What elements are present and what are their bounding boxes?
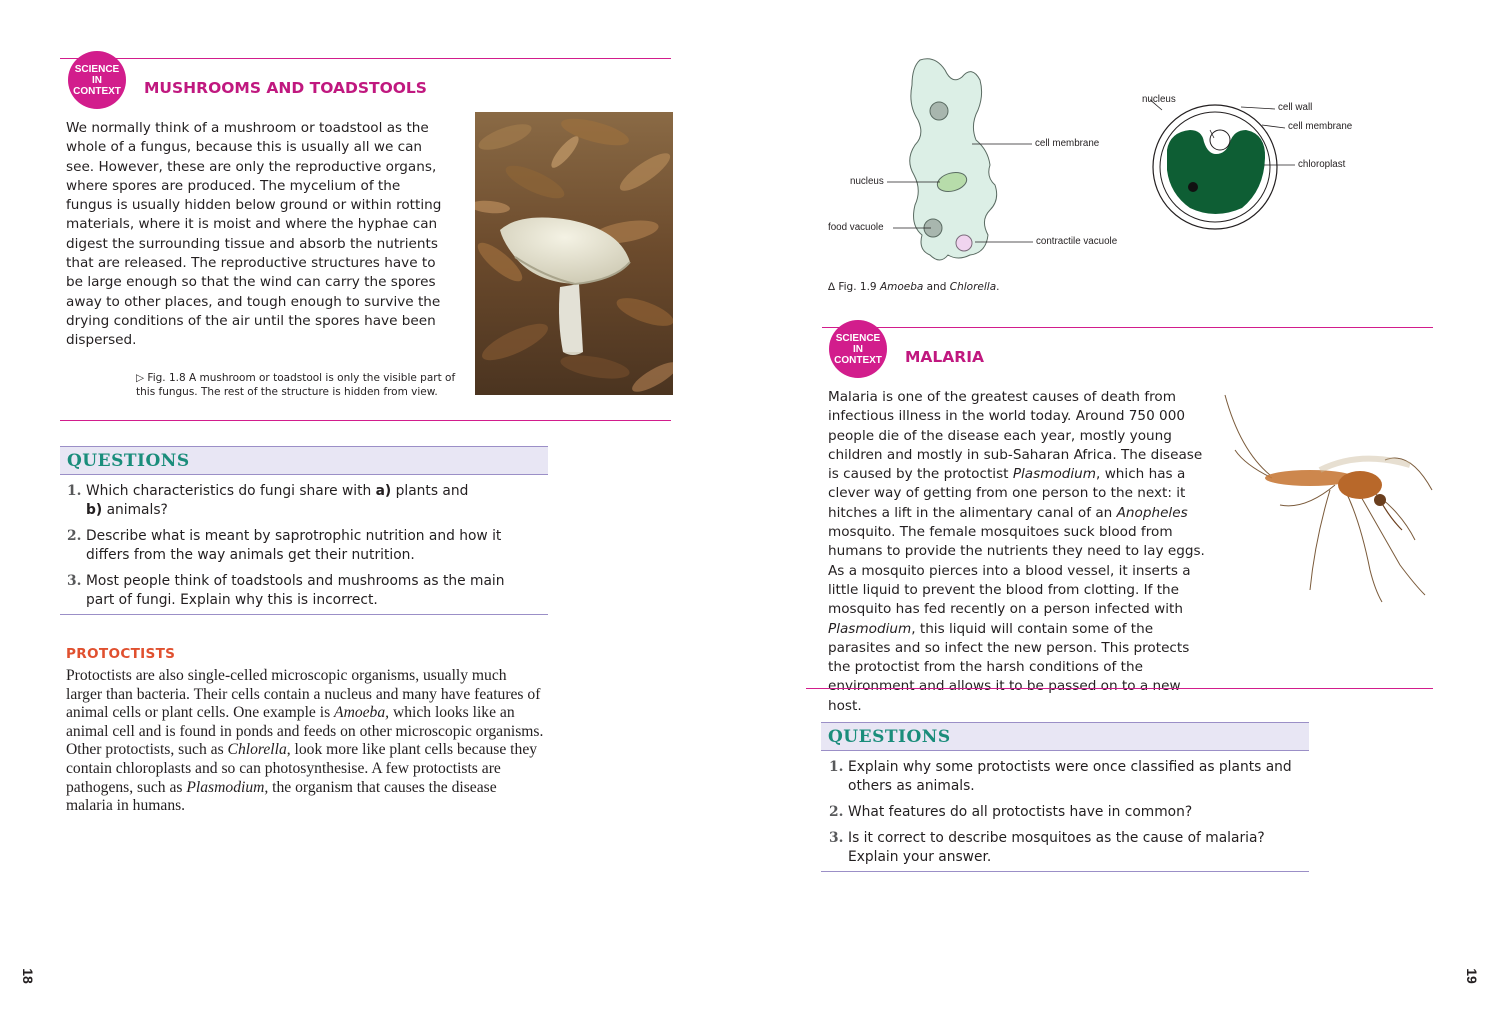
label-chlorella-cell-wall: cell wall bbox=[1278, 102, 1313, 113]
questions-list-left bbox=[67, 482, 537, 617]
question-2: 2. Describe what is meant by saprotrophic nutrition and how it differs from the way animals get their nutrition. bbox=[67, 528, 502, 563]
page-number-right: 19 bbox=[1463, 968, 1480, 984]
top-rule-left bbox=[60, 58, 671, 59]
science-in-context-badge: SCIENCE IN CONTEXT bbox=[68, 51, 126, 109]
question-1-right: 1. Explain why some protoctists were once classified as plants and others as animals. bbox=[829, 759, 1292, 794]
science-in-context-badge-malaria: SCIENCE IN CONTEXT bbox=[829, 320, 887, 378]
figure-1-8-caption: ▷ Fig. 1.8 A mushroom or toadstool is only the visible part of this fungus. The rest of the structure is hidden from view. bbox=[136, 372, 456, 398]
protoctists-paragraph: Protoctists are also single-celled microscopic organisms, usually much larger than bacteria. Their cells contain a nucleus and many have features of animal cells or plant cells. One example is Amoeba, which looks like an animal cell and is found in ponds and feeds on other microscopic organisms. Other protoctists, such as Chlorella, look more like plant cells because they contain chloroplasts and so can photosynthesise. A few protoctists are pathogens, such as Plasmodium, the organism that causes the disease malaria in humans. bbox=[66, 667, 544, 815]
label-chlorella-nucleus: nucleus bbox=[1142, 94, 1176, 105]
figure-1-9-caption: ∆ Fig. 1.9 Amoeba and Chlorella. bbox=[828, 281, 1000, 293]
amoeba-leader-lines bbox=[885, 135, 1035, 250]
top-rule-right bbox=[822, 327, 1433, 328]
label-amoeba-nucleus: nucleus bbox=[850, 176, 884, 187]
questions-list-right bbox=[829, 758, 1299, 874]
question-2-right: 2. What features do all protoctists have in common? bbox=[829, 804, 1193, 820]
section-title-malaria: MALARIA bbox=[905, 348, 984, 366]
questions-heading-left: QUESTIONS bbox=[60, 446, 548, 475]
mushroom-photo bbox=[475, 112, 673, 395]
bottom-rule-left bbox=[60, 420, 671, 421]
section-title-mushrooms: MUSHROOMS AND TOADSTOOLS bbox=[144, 79, 427, 97]
label-chlorella-cell-membrane: cell membrane bbox=[1288, 121, 1353, 132]
question-1: 1. Which characteristics do fungi share with a) plants and b) animals? bbox=[67, 483, 469, 518]
page-number-left: 18 bbox=[19, 968, 36, 984]
label-amoeba-food-vacuole: food vacuole bbox=[828, 222, 884, 233]
mushroom-paragraph: We normally think of a mushroom or toadstool as the whole of a fungus, because this is usually all we can see. However, these are only the reproductive organs, where spores are produced. The mycelium of the fungus is usually hidden below ground or within rotting materials, where it is moist and where the hyphae can digest the surrounding tissue and absorb the nutrients that are released. The reproductive structures have to be large enough so that the wind can carry the spores away to other places, and tough enough to survive the drying conditions of the air until the spores have been dispersed. bbox=[66, 120, 442, 349]
malaria-paragraph: Malaria is one of the greatest causes of death from infectious illness in the world today. Around 750 000 people die of the disease each year, mostly young children and mostly in sub-Saharan Africa. The disease is caused by the protoctist Plasmodium, which has a clever way of getting from one person to the next: it hitches a lift in the alimentary canal of an Anopheles mosquito. The female mosquitoes suck blood from humans to provide the nutrients they need to lay eggs. As a mosquito pierces into a blood vessel, it inserts a little liquid to prevent the blood from clotting. If the mosquito has fed recently on a person infected with Plasmodium, this liquid will contain some of the parasites and so infect the new person. This protects the protoctist from the harsh conditions of the environment and allows it to be passed on to a new host. bbox=[828, 389, 1205, 714]
question-3-right: 3. Is it correct to describe mosquitoes as the cause of malaria? Explain your answer. bbox=[829, 830, 1265, 865]
questions-bottom-rule-left bbox=[60, 614, 548, 615]
questions-heading-right: QUESTIONS bbox=[821, 722, 1309, 751]
questions-bottom-rule-right bbox=[821, 871, 1309, 872]
bottom-rule-right bbox=[806, 688, 1433, 689]
label-chlorella-chloroplast: chloroplast bbox=[1298, 159, 1346, 170]
protoctists-heading: PROTOCTISTS bbox=[66, 646, 176, 662]
question-3: 3. Most people think of toadstools and mushrooms as the main part of fungi. Explain why this is incorrect. bbox=[67, 573, 505, 608]
label-amoeba-contractile-vacuole: contractile vacuole bbox=[1036, 236, 1118, 247]
label-amoeba-cell-membrane: cell membrane bbox=[1035, 138, 1100, 149]
mosquito-photo bbox=[1210, 390, 1435, 610]
